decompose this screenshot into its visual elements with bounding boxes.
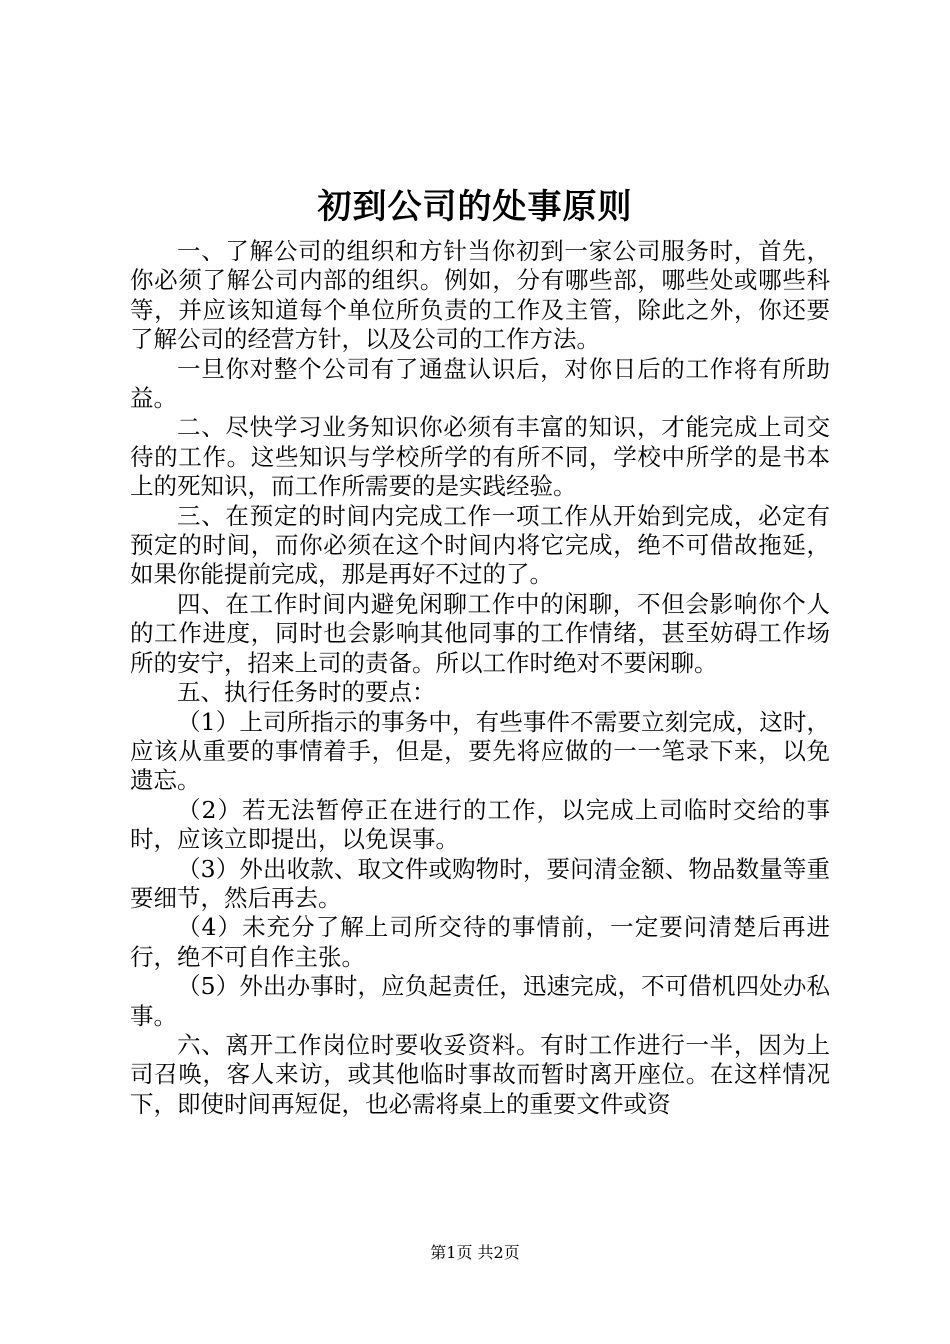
paragraph: 六、离开工作岗位时要收妥资料。有时工作进行一半，因为上司召唤，客人来访，或其他临时事故而暂时离开座位。在这样情况下，即使时间再短促，也必需将桌上的重要文件或资 (130, 1030, 830, 1118)
paragraph: 二、尽快学习业务知识你必须有丰富的知识，才能完成上司交待的工作。这些知识与学校所学的有所不同，学校中所学的是书本上的死知识，而工作所需要的是实践经验。 (130, 413, 830, 501)
paragraph: 一、了解公司的组织和方针当你初到一家公司服务时，首先，你必须了解公司内部的组织。例如，分有哪些部，哪些处或哪些科等，并应该知道每个单位所负责的工作及主管，除此之外，你还要了解公司的经营方针，以及公司的工作方法。 (130, 237, 830, 354)
paragraph: 五、执行任务时的要点： (177, 678, 436, 707)
paragraph: （1）上司所指示的事务中，有些事件不需要立刻完成，这时，应该从重要的事情着手，但是，要先将应做的一一笔录下来，以免遗忘。 (130, 707, 830, 795)
page-footer: 第1页 共2页 (430, 1243, 520, 1262)
paragraph: （4）未充分了解上司所交待的事情前，一定要问清楚后再进行，绝不可自作主张。 (130, 913, 830, 971)
paragraph: 四、在工作时间内避免闲聊工作中的闲聊，不但会影响你个人的工作进度，同时也会影响其他同事的工作情绪，甚至妨碍工作场所的安宁，招来上司的责备。所以工作时绝对不要闲聊。 (130, 589, 830, 677)
paragraph: 一旦你对整个公司有了通盘认识后，对你日后的工作将有所助益。 (130, 354, 830, 413)
paragraph: （5）外出办事时，应负起责任，迅速完成，不可借机四处办私事。 (130, 972, 830, 1030)
paragraph: （3）外出收款、取文件或购物时，要问清金额、物品数量等重要细节，然后再去。 (130, 854, 830, 912)
document-body (130, 237, 830, 1119)
document-title: 初到公司的处事原则 (317, 187, 633, 227)
paragraph: （2）若无法暂停正在进行的工作，以完成上司临时交给的事时，应该立即提出，以免误事。 (130, 795, 830, 854)
paragraph: 三、在预定的时间内完成工作一项工作从开始到完成，必定有预定的时间，而你必须在这个时间内将它完成，绝不可借故拖延，如果你能提前完成，那是再好不过的了。 (130, 501, 830, 589)
